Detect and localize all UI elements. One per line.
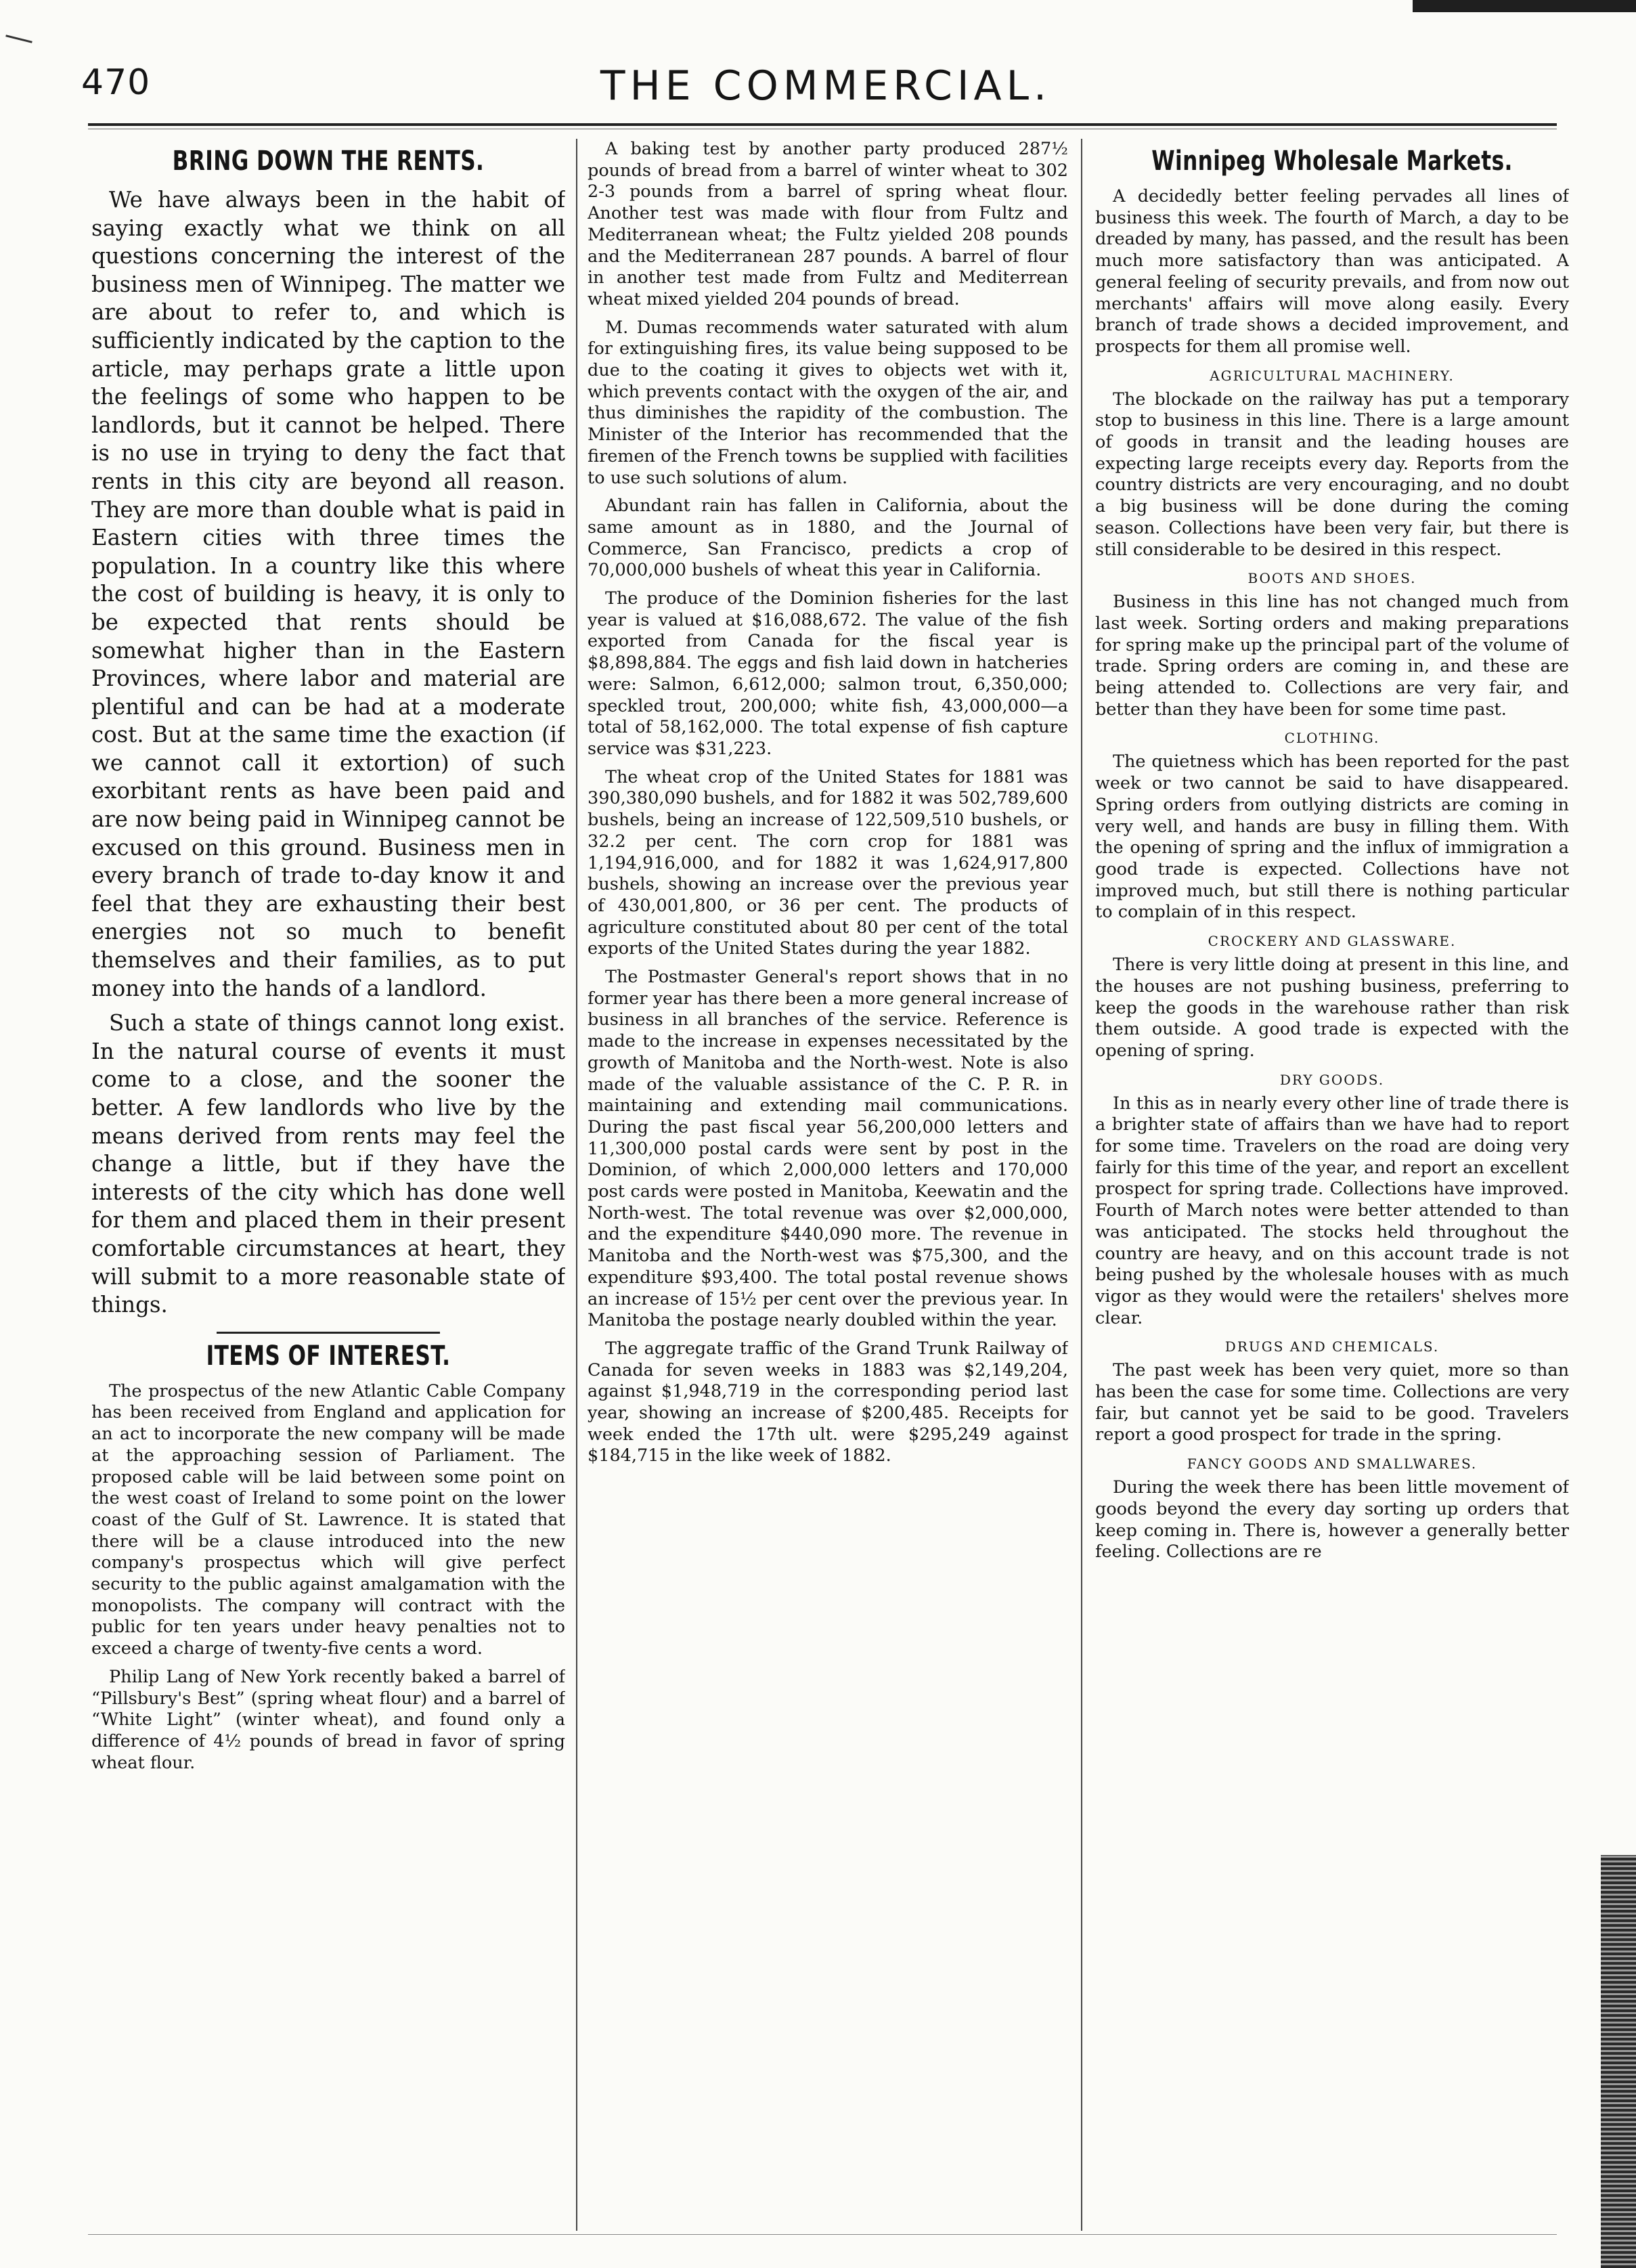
article-separator: [217, 1332, 440, 1334]
section-heading: CLOTHING.: [1284, 730, 1380, 747]
article-paragraph: M. Dumas recommends water saturated with alum for extinguishing fires, its value being supposed to be due to the coating it gives to objects wet with it, which prevents contact with the oxygen of the air, and thus diminishes the rapidity of the combustion. The Minister of the Interior has recommended that the firemen of the French towns be supplied with facilities to use such solutions of alum.: [588, 317, 1068, 488]
article-paragraph: A decidedly better feeling pervades all lines of business this week. The fourth of March, a day to be dreaded by many, has passed, and the result has been much more satisfactory than was anticipated. A general feeling of security prevails, and from now out merchants' affairs will move along easily. Every branch of trade shows a decided improvement, and prospects for them all promise well.: [1095, 186, 1569, 357]
section-heading: AGRICULTURAL MACHINERY.: [1210, 367, 1455, 384]
scan-binding-edge: [1601, 1855, 1636, 2268]
section-paragraph: The blockade on the railway has put a temporary stop to business in this line. There is a large amount of goods in transit and the leading houses are expecting large receipts every day. Reports from the country districts are very encouraging, and no doubt a big business will be done during the coming season. Collections have been very fair, but there is still considerable to be desired in this respect.: [1095, 389, 1569, 560]
article-title: Winnipeg Wholesale Markets.: [1151, 146, 1513, 177]
header-rule: [88, 123, 1557, 126]
article-paragraph: Philip Lang of New York recently baked a barrel of “Pillsbury's Best” (spring wheat flour) and a barrel of “White Light” (winter wheat), and found only a difference of 4½ pounds of bread in favor of spring wheat flour.: [91, 1666, 565, 1773]
column-1: [91, 139, 565, 2224]
column-2: [588, 139, 1068, 2224]
section-heading: DRY GOODS.: [1279, 1071, 1385, 1088]
section-heading: FANCY GOODS AND SMALLWARES.: [1187, 1456, 1478, 1473]
section-heading: BOOTS AND SHOES.: [1247, 570, 1417, 587]
scan-edge-bar: [1413, 0, 1636, 12]
article-paragraph: The produce of the Dominion fisheries for the last year is valued at $16,088,672. The value of the fish exported from Canada for the fiscal year is $8,898,884. The eggs and fish laid down in hatcheries were: Salmon, 6,612,000; salmon trout, 6,350,000; speckled trout, 200,000; white fish, 43,000,000—a total of 58,162,000. The total expense of fish capture service was $31,223.: [588, 588, 1068, 759]
article-paragraph: We have always been in the habit of saying exactly what we think on all questions concerning the interest of the business men of Winnipeg. The matter we are about to refer to, and which is sufficiently indicated by the caption to the article, may perhaps grate a little upon the feelings of some who happen to be landlords, but it cannot be helped. There is no use in trying to deny the fact that rents in this city are beyond all reason. They are more than double what is paid in Eastern cities with three times the population. In a country like this where the cost of building is heavy, it is only to be expected that rents should be somewhat higher than in the Eastern Provinces, where labor and material are plentiful and can be had at a moderate cost. But at the same time the exaction (if we cannot call it extortion) of such exorbitant rents as have been paid and are now being paid in Winnipeg cannot be excused on this ground. Business men in every branch of trade to-day know it and feel that they are exhausting their best energies not so much to benefit themselves and their families, as to put money into the hands of a landlord.: [91, 187, 565, 1001]
article-paragraph: The wheat crop of the United States for 1881 was 390,380,090 bushels, and for 1882 it was 502,789,600 bushels, being an increase of 122,509,510 bushels, or 32.2 per cent. The corn crop for 1881 was 1,194,916,000, and for 1882 it was 1,624,917,800 bushels, showing an increase over the previous year of 430,001,800, or 36 per cent. The products of agriculture constituted about 80 per cent of the total exports of the United States during the year 1882.: [588, 766, 1068, 959]
section-paragraph: There is very little doing at present in this line, and the houses are not pushing business, preferring to keep the goods in the warehouse rather than risk them outside. A good trade is expected with the opening of spring.: [1095, 955, 1569, 1061]
article-items-of-interest: [91, 1340, 565, 1774]
article-paragraph: The aggregate traffic of the Grand Trunk Railway of Canada for seven weeks in 1883 was $2,149,204, against $1,948,719 in the corresponding period last year, showing an increase of $200,485. Receipts for week ended the 17th ult. were $295,249 against $184,715 in the like week of 1882.: [588, 1338, 1068, 1466]
section-heading: CROCKERY AND GLASSWARE.: [1208, 933, 1457, 950]
column-rule-2: [1081, 139, 1082, 2231]
scan-corner-mark: [5, 35, 32, 43]
footer-rule: [88, 2234, 1557, 2235]
article-paragraph: The prospectus of the new Atlantic Cable Company has been received from England and application for an act to incorporate the new company will be made at the approaching session of Parliament. The proposed cable will be laid between some point on the west coast of Ireland to some point on the lower coast of the Gulf of St. Lawrence. It is stated that there will be a clause introduced into the new company's prospectus which will give perfect security to the public against amalgamation with the monopolists. The company will contract with the public for ten years under heavy penalties not to exceed a charge of twenty-five cents a word.: [91, 1380, 565, 1659]
section-paragraph: The past week has been very quiet, more so than has been the case for some time. Collections are very fair, but cannot yet be said to be good. Travelers report a good prospect for trade in the spring.: [1095, 1360, 1569, 1445]
column-rule-1: [576, 139, 577, 2231]
article-paragraph: The Postmaster General's report shows that in no former year has there been a more general increase of business in all branches of the service. Reference is made to the increase in expenses necessitated by the growth of Manitoba and the North-west. Note is also made of the valuable assistance of the C. P. R. in maintaining and extending mail communications. During the past fiscal year 56,200,000 letters and 11,300,000 postal cards were sent by post in the Dominion, of which 2,000,000 letters and 170,000 post cards were posted in Manitoba, Keewatin and the North-west. The total revenue was over $2,000,000, and the expenditure $440,090 more. The revenue in Manitoba and the North-west was $75,300, and the expenditure $93,400. The total postal revenue shows an increase of 15½ per cent over the previous year. In Manitoba the postage nearly doubled within the year.: [588, 967, 1068, 1331]
section-paragraph: In this as in nearly every other line of trade there is a brighter state of affairs than we have had to report for some time. Travelers on the road are doing very fairly for this time of the year, and report an excellent prospect for spring trade. Collections have improved. Fourth of March notes were better attended to than was anticipated. The stocks held throughout the country are heavy, and on this account trade is not being pushed by the wholesale houses with as much vigor as they would were the retailers' shelves more clear.: [1095, 1093, 1569, 1328]
article-paragraph: Abundant rain has fallen in California, about the same amount as in 1880, and the Journal of Commerce, San Francisco, predicts a crop of 70,000,000 bushels of wheat this year in California.: [588, 496, 1068, 581]
article-title: BRING DOWN THE RENTS.: [172, 146, 485, 177]
column-3: [1095, 139, 1569, 2224]
page-number: 470: [81, 62, 151, 103]
article-paragraph: A baking test by another party produced 287½ pounds of bread from a barrel of winter wheat to 302 2-3 pounds from a barrel of spring wheat flour. Another test was made with flour from Fultz and Mediterranean wheat; the Fultz yielded 208 pounds and the Mediterranean 287 pounds. A barrel of flour in another test made from Fultz and Mediterrean wheat mixed yielded 204 pounds of bread.: [588, 139, 1068, 309]
masthead-title: THE COMMERCIAL.: [600, 62, 1052, 110]
article-paragraph: Such a state of things cannot long exist. In the natural course of events it must come to a close, and the sooner the better. A few landlords who live by the means derived from rents may feel the change a little, but if they have the interests of the city which has done well for them and placed them in their present comfortable circumstances at heart, they will submit to a more reasonable state of things.: [91, 1010, 565, 1318]
running-head: [81, 62, 1570, 123]
section-heading: DRUGS AND CHEMICALS.: [1224, 1338, 1440, 1355]
section-paragraph: The quietness which has been reported for the past week or two cannot be said to have disappeared. Spring orders from outlying districts are coming in very well, and hands are busy in filling them. With the opening of spring and the influx of immigration a good trade is expected. Collections have not improved much, but still there is nothing particular to complain of in this respect.: [1095, 751, 1569, 923]
section-paragraph: Business in this line has not changed much from last week. Sorting orders and making preparations for spring make up the principal part of the volume of trade. Spring orders are coming in, and these are being attended to. Collections are very fair, and better than they have been for some time past.: [1095, 592, 1569, 720]
article-title: ITEMS OF INTEREST.: [206, 1340, 451, 1372]
article-bring-down-the-rents: [91, 146, 565, 1320]
section-paragraph: During the week there has been little movement of goods beyond the every day sorting up orders that keep coming in. There is, however a generally better feeling. Collections are re: [1095, 1477, 1569, 1563]
